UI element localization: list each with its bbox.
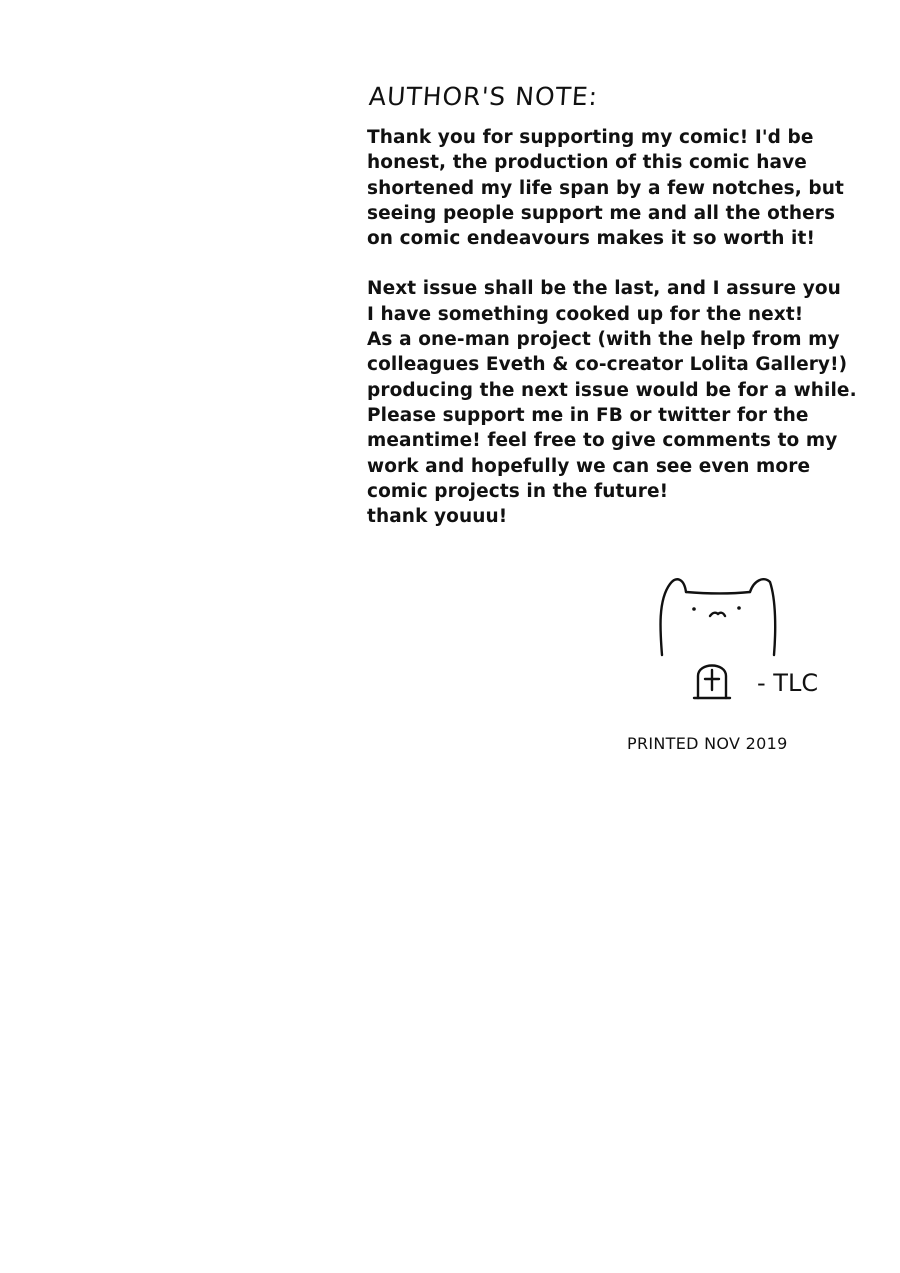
note-line: Thank you for supporting my comic! I'd be: [367, 127, 814, 148]
note-line: shortened my life span by a few notches, but: [367, 177, 844, 199]
note-line: comic projects in the future!: [367, 480, 669, 502]
note-heading: AUTHOR'S NOTE:: [367, 82, 600, 111]
printed-date: PRINTED NOV 2019: [627, 734, 788, 753]
note-line: meantime! feel free to give comments to my: [367, 430, 838, 452]
note-line: I have something cooked up for the next!: [367, 303, 804, 325]
note-line: thank youuu!: [367, 506, 508, 528]
note-line: honest, the production of this comic have: [367, 152, 807, 174]
note-line: producing the next issue would be for a while.: [367, 379, 857, 401]
cat-eye-right: [737, 606, 741, 610]
cat-doodle-icon: [660, 579, 775, 655]
note-paragraph-1: [367, 125, 887, 251]
tombstone-icon: [694, 666, 730, 699]
note-line: on comic endeavours makes it so worth it!: [367, 228, 815, 250]
note-line: work and hopefully we can see even more: [367, 455, 811, 477]
note-line: colleagues Eveth & co-creator Lolita Gallery!): [367, 354, 848, 376]
note-line: Next issue shall be the last, and I assure you: [367, 278, 841, 300]
note-paragraph-2: [367, 276, 887, 529]
authors-note: [367, 82, 887, 529]
cat-eye-left: [692, 607, 696, 611]
note-line: As a one-man project (with the help from my: [367, 329, 840, 351]
note-line: seeing people support me and all the others: [367, 202, 836, 224]
signature-text: - TLC: [757, 669, 819, 697]
note-line: Please support me in FB or twitter for the: [367, 404, 809, 426]
